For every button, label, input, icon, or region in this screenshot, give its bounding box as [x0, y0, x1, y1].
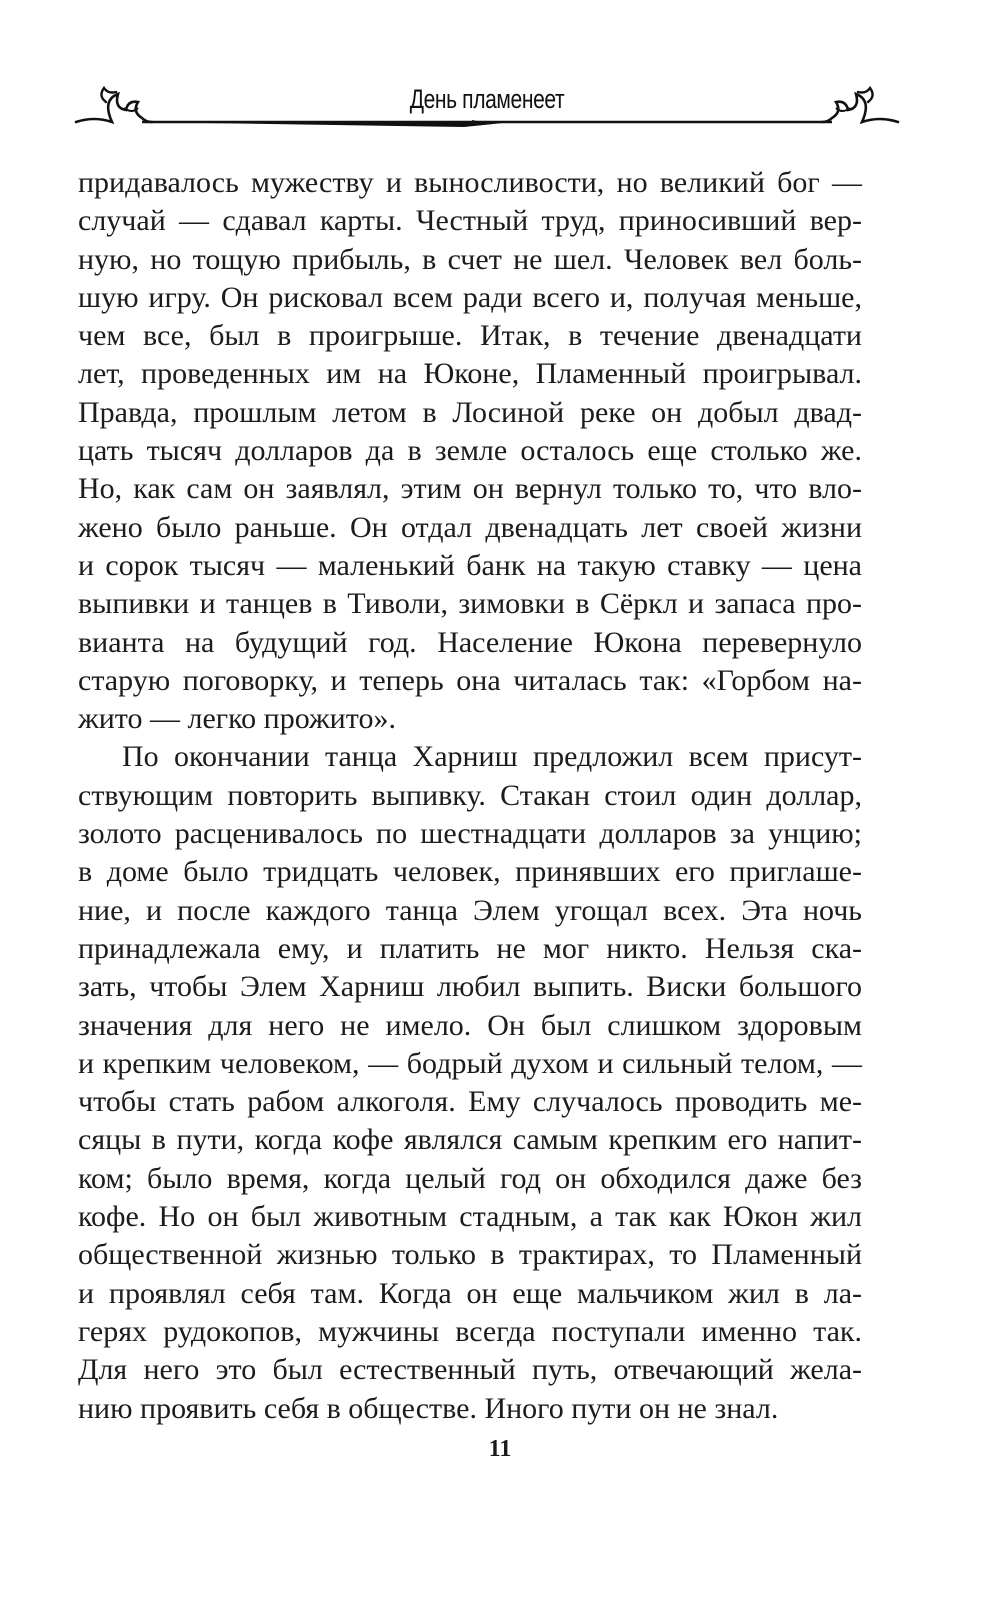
text-line: кофе. Но он был животным стадным, а так как Юкон жил	[78, 1200, 862, 1234]
text-line: Для него это был естественный путь, отвечающий жела-	[78, 1353, 862, 1387]
text-line: и проявлял себя там. Когда он еще мальчиком жил в ла-	[78, 1276, 862, 1310]
page-header-title: День пламенеет	[409, 84, 565, 114]
text-line: ствующим повторить выпивку. Стакан стоил один доллар,	[78, 778, 862, 812]
text-line: золото расценивалось по шестнадцати долларов за унцию;	[78, 817, 862, 851]
text-line: жито — легко прожито».	[78, 702, 396, 736]
text-line: старую поговорку, и теперь она читалась так: «Горбом на-	[78, 663, 862, 697]
text-line: лет, проведенных им на Юконе, Пламенный проигрывал.	[78, 357, 862, 391]
text-line: шую игру. Он рисковал всем ради всего и, получая меньше,	[78, 280, 862, 314]
text-line: жено было раньше. Он отдал двенадцать лет своей жизни	[78, 510, 862, 544]
text-line: вианта на будущий год. Население Юкона перевернуло	[78, 625, 862, 659]
text-line: ную, но тощую прибыль, в счет не шел. Человек вел боль-	[78, 242, 862, 276]
page-number: 11	[488, 1436, 512, 1462]
body-text	[78, 164, 862, 1428]
text-line: случай — сдавал карты. Честный труд, приносивший вер-	[78, 204, 862, 238]
text-line: чтобы стать рабом алкоголя. Ему случалось проводить ме-	[78, 1085, 862, 1119]
text-line: цать тысяч долларов да в земле осталось еще столько же.	[78, 434, 862, 468]
text-line: По окончании танца Харниш предложил всем присут-	[122, 740, 862, 774]
text-line: герях рудокопов, мужчины всегда поступали именно так.	[78, 1314, 862, 1348]
text-line: придавалось мужеству и выносливости, но великий бог —	[78, 166, 862, 199]
text-line: и крепким человеком, — бодрый духом и сильный телом, —	[78, 1046, 862, 1080]
text-line: Но, как сам он заявлял, этим он вернул только то, что вло-	[78, 472, 862, 506]
text-line: Правда, прошлым летом в Лосиной реке он добыл двад-	[78, 395, 862, 429]
text-line: нию проявить себя в обществе. Иного пути он не знал.	[78, 1391, 779, 1425]
text-line: сяцы в пути, когда кофе являлся самым крепким его напит-	[78, 1123, 862, 1157]
text-line: общественной жизнью только в трактирах, то Пламенный	[78, 1238, 862, 1272]
text-line: выпивки и танцев в Тиволи, зимовки в Сёркл и запаса про-	[78, 587, 862, 621]
running-header	[72, 72, 902, 142]
text-line: в доме было тридцать человек, принявших его приглаше-	[78, 855, 862, 889]
text-line: ние, и после каждого танца Элем угощал всех. Эта ночь	[78, 893, 862, 927]
text-line: ком; было время, когда целый год он обходился даже без	[78, 1161, 862, 1195]
text-line: и сорок тысяч — маленький банк на такую ставку — цена	[78, 548, 862, 582]
text-line: зать, чтобы Элем Харниш любил выпить. Виски большого	[78, 970, 862, 1004]
text-line: значения для него не имело. Он был слишком здоровым	[78, 1008, 862, 1042]
text-line: чем все, был в проигрыше. Итак, в течение двенадцати	[78, 319, 862, 353]
text-line: принадлежала ему, и платить не мог никто. Нельзя ска-	[78, 931, 862, 965]
